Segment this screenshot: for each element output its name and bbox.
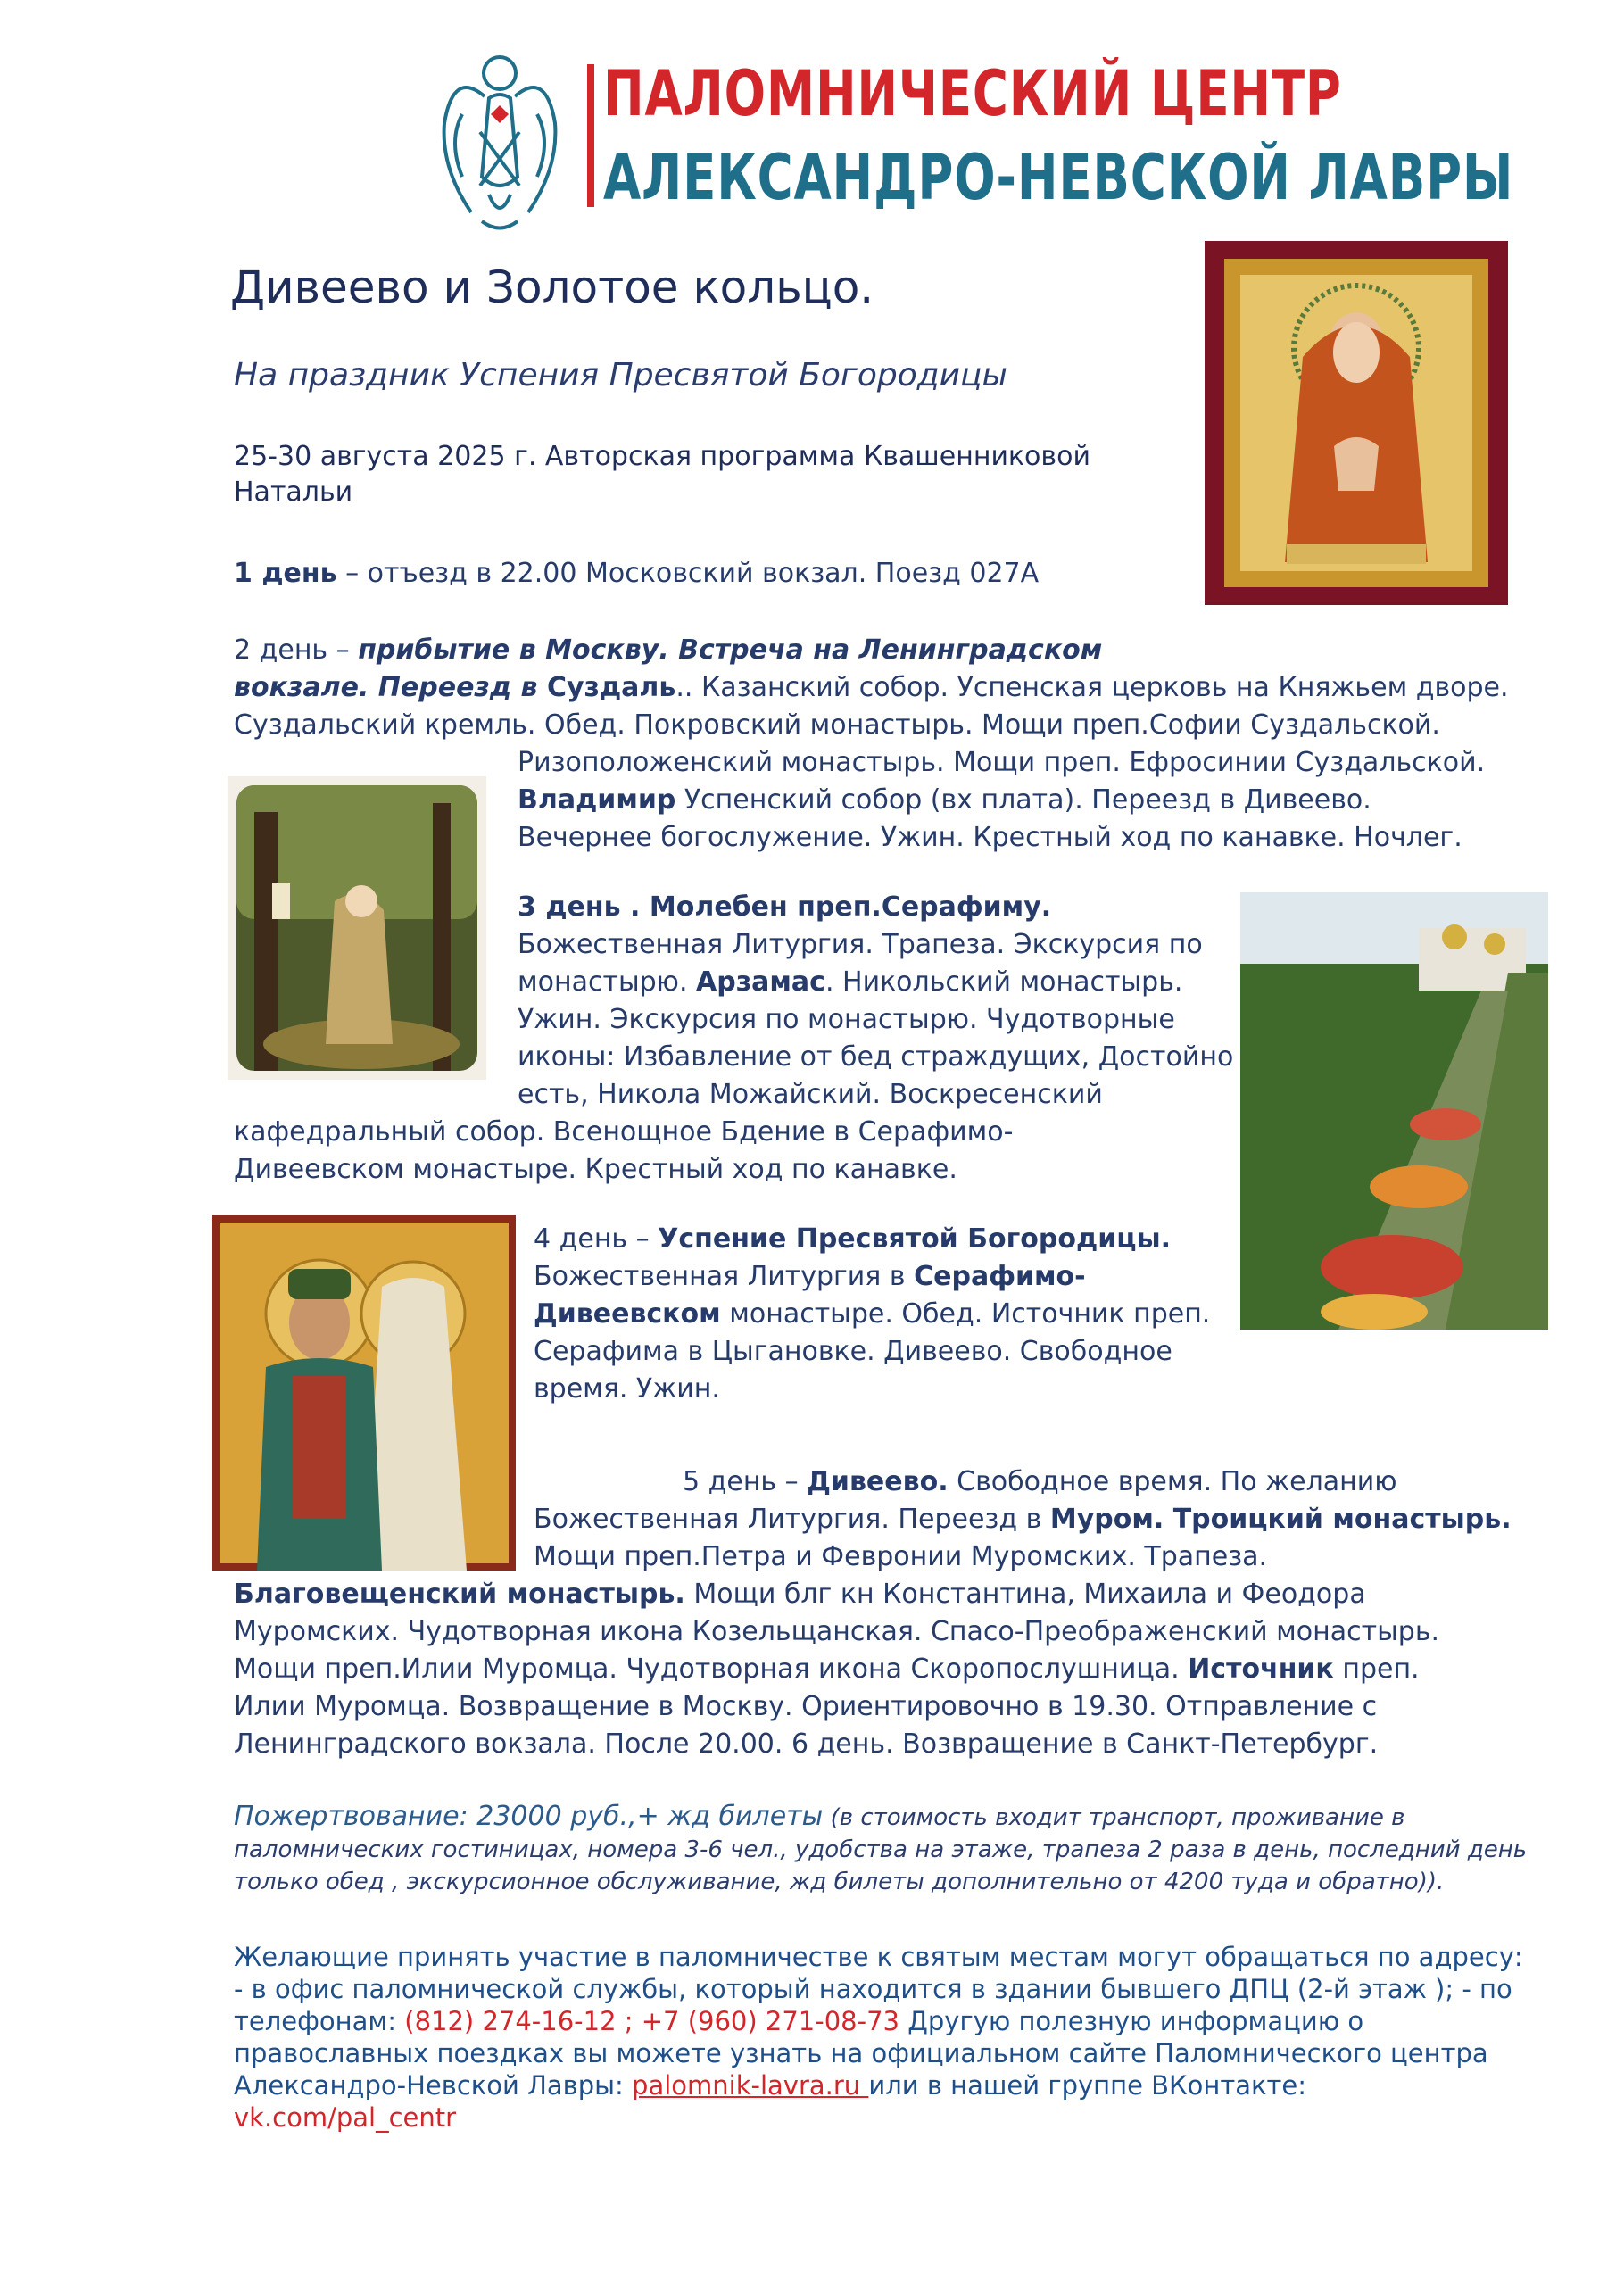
peter-fevronia-icon-image (212, 1215, 516, 1571)
day3-line2: Божественная Литургия. Трапеза. Экскурсия по (518, 929, 1203, 960)
contacts-line3-rest: Другую полезную информацию о (899, 2006, 1364, 2036)
day4-diveevsky: Дивеевском (534, 1298, 721, 1330)
contacts-vk-label: или в нашей группе ВКонтакте: (868, 2070, 1306, 2101)
day5-line2-a: Божественная Литургия. Переезд в (534, 1504, 1050, 1535)
day1-line (234, 555, 1039, 593)
day5-line6-c: преп. (1333, 1654, 1420, 1685)
day4-line3-rest: монастыре. Обед. Источник преп. (720, 1298, 1211, 1330)
contacts-line3 (234, 2005, 1523, 2037)
contacts-line5 (234, 2069, 1523, 2101)
day4-line1 (534, 1221, 1171, 1258)
dates-line2: Натальи (234, 477, 353, 508)
logo-divider (587, 64, 594, 207)
tour-dates (234, 439, 1090, 510)
day5-spring: Источник (1188, 1654, 1334, 1685)
donation-price: Пожертвование: 23000 руб.,+ жд билеты (234, 1801, 824, 1832)
day1-label: 1 день (234, 558, 337, 589)
day5-line7: Илии Муромца. Возвращение в Москву. Ориентировочно в 19.30. Отправление с (234, 1691, 1378, 1722)
day3-line8: Дивеевском монастыре. Крестный ход по канавке. (234, 1154, 957, 1185)
donation-details: (в стоимость входит транспорт, проживание в паломнических гостиницах, номера 3-6 чел., удобства на этаже, трапеза 2 раза в день, последний день только обед , экскурсионное обслуживание, жд билеты дополнительно от 4200 туда и обратно)). (234, 1804, 1528, 1895)
day5-murom: Муром. Троицкий монастырь. (1049, 1504, 1512, 1535)
day4-line2-a: Божественная Литургия в (534, 1261, 915, 1292)
site-link[interactable]: palomnik-lavra.ru (632, 2070, 869, 2101)
day2-line5-rest: Успенский собор (вх плата). Переезд в Дивеево. (675, 784, 1371, 816)
day4-dormition: Успение Пресвятой Богородицы. (658, 1223, 1172, 1255)
day4-line2 (534, 1258, 1086, 1296)
day2-line4: Ризоположенский монастырь. Мощи преп. Ефросинии Суздальской. (518, 747, 1486, 778)
day3-line3 (518, 964, 1182, 1001)
day3-arzamas: Арзамас (696, 966, 825, 998)
seraphim-painting-image (228, 776, 486, 1080)
day5-line4 (234, 1576, 1366, 1613)
page-title: Дивеево и Золотое кольцо. (230, 261, 874, 313)
day5-line6-a: Мощи преп.Илии Муромца. Чудотворная икона Скоропослушница. (234, 1654, 1189, 1685)
day2-prefix: 2 день – (234, 634, 359, 666)
day4-line4: Серафима в Цыгановке. Дивеево. Свободное (534, 1336, 1172, 1367)
day2-suzdal: Суздаль (546, 672, 676, 703)
angel-emblem-icon (435, 43, 565, 239)
day2-arrival: прибытие в Москву. Встреча на Ленинградском (358, 634, 1103, 666)
day2-vladimir: Владимир (518, 784, 676, 816)
day3-line5: иконы: Избавление от бед страждущих, Достойно (518, 1041, 1234, 1073)
day5-prefix: 5 день – (683, 1466, 808, 1497)
day5-line2 (534, 1501, 1512, 1538)
day3-line3-c: . Никольский монастырь. (824, 966, 1183, 998)
day2-line5 (518, 782, 1371, 819)
vk-link[interactable]: vk.com/pal_centr (234, 2102, 457, 2133)
day3-line7: кафедральный собор. Всенощное Бдение в Серафимо- (234, 1116, 1014, 1148)
contacts-line4: православных поездках вы можете узнать на официальном сайте Паломнического центра (234, 2038, 1488, 2068)
day2-line1 (234, 632, 1102, 669)
contacts-line2: - в офис паломнической службы, который находится в здании бывшего ДПЦ (2-й этаж ); - по (234, 1974, 1512, 2004)
logo-title-line1: ПАЛОМНИЧЕСКИЙ ЦЕНТР (603, 57, 1342, 130)
day5-line5: Муромских. Чудотворная икона Козельщанская. Спасо-Преображенский монастырь. (234, 1616, 1440, 1647)
day2-line2-rest: .. Казанский собор. Успенская церковь на Княжьем дворе. (675, 672, 1509, 703)
day5-line1-rest: Свободное время. По желанию (948, 1466, 1397, 1497)
day2-line6: Вечернее богослужение. Ужин. Крестный ход по канавке. Ночлег. (518, 822, 1462, 853)
page-subtitle: На праздник Успения Пресвятой Богородицы (234, 357, 1007, 394)
day4-prefix: 4 день – (534, 1223, 659, 1255)
contacts-phones[interactable]: (812) 274-16-12 ; +7 (960) 271-08-73 (404, 2006, 899, 2036)
day1-text: – отъезд в 22.00 Московский вокзал. Поезд 027А (336, 558, 1040, 589)
contacts-block (234, 1941, 1523, 2134)
day2-transfer: вокзале. Переезд в (234, 672, 547, 703)
day3-line3-a: монастырю. (518, 966, 697, 998)
diveevo-photo-image (1240, 892, 1548, 1330)
day5-line1 (683, 1463, 1397, 1501)
day5-annunciation: Благовещенский монастырь. (234, 1579, 685, 1610)
day3-moleben: Молебен преп.Серафиму. (649, 891, 1052, 923)
day4-line3 (534, 1296, 1210, 1333)
logo-title-line2: АЛЕКСАНДРО-НЕВСКОЙ ЛАВРЫ (603, 141, 1514, 214)
day5-line8: Ленинградского вокзала. После 20.00. 6 день. Возвращение в Санкт-Петербург. (234, 1728, 1379, 1760)
day3-line4: Ужин. Экскурсия по монастырю. Чудотворные (518, 1004, 1175, 1035)
theotokos-icon-image (1205, 241, 1508, 605)
contacts-site-label: Александро-Невской Лавры: (234, 2070, 633, 2101)
day2-line3: Суздальский кремль. Обед. Покровский монастырь. Мощи преп.Софии Суздальской. (234, 709, 1440, 741)
day4-line5: время. Ужин. (534, 1373, 720, 1405)
contacts-phones-label: телефонам: (234, 2006, 405, 2036)
day2-line2 (234, 669, 1509, 707)
day3-line6: есть, Никола Можайский. Воскресенский (518, 1079, 1103, 1110)
day5-line3: Мощи преп.Петра и Февронии Муромских. Трапеза. (534, 1541, 1268, 1572)
dates-line1: 25-30 августа 2025 г. Авторская программа Квашенниковой (234, 441, 1090, 472)
day3-line1 (518, 889, 1051, 926)
day5-line6 (234, 1651, 1420, 1688)
contacts-line1: Желающие принять участие в паломничестве к святым местам могут обращаться по адресу: (234, 1942, 1523, 1972)
day3-label: 3 день . (518, 891, 650, 923)
donation-block (234, 1801, 1537, 1898)
day5-line4-rest: Мощи блг кн Константина, Михаила и Феодора (684, 1579, 1366, 1610)
day5-diveevo: Дивеево. (807, 1466, 949, 1497)
day4-serafimo: Серафимо- (914, 1261, 1086, 1292)
